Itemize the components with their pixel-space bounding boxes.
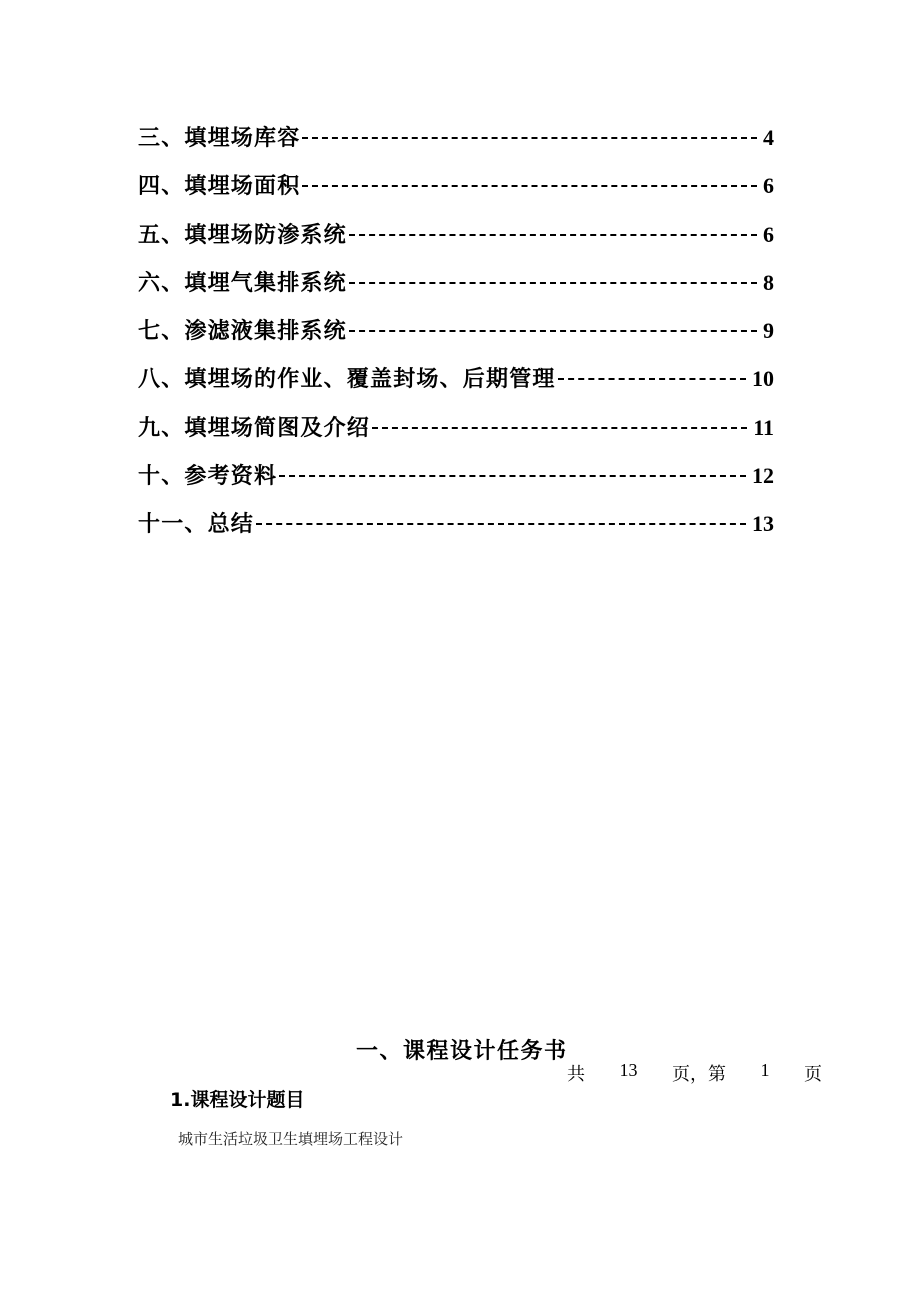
toc-entry-page: 13 — [752, 511, 774, 537]
toc-entry-page: 12 — [752, 463, 774, 489]
toc-entry[interactable] — [138, 162, 774, 210]
toc-entry[interactable] — [138, 500, 774, 548]
toc-entry-page: 6 — [763, 173, 774, 199]
toc-leader-dashes — [256, 523, 746, 525]
toc-entry-page: 10 — [752, 366, 774, 392]
toc-entry[interactable] — [138, 211, 774, 259]
toc-entry-label: 八、填埋场的作业、覆盖封场、后期管理 — [138, 367, 556, 393]
toc-entry-page: 8 — [763, 269, 774, 295]
page-count-ye-di: 页，第 — [672, 1064, 726, 1084]
toc-leader-dashes — [349, 330, 757, 332]
toc-leader-dashes — [372, 427, 747, 429]
toc-leader-dashes — [349, 234, 757, 236]
toc-leader-dashes — [349, 282, 757, 284]
toc-entry-page: 4 — [763, 125, 774, 150]
section-body-text: 城市生活垃圾卫生填埋场工程设计 — [178, 1130, 404, 1148]
toc-entry-page: 11 — [753, 414, 774, 440]
toc-entry[interactable] — [138, 114, 774, 162]
toc-leader-dashes — [279, 475, 746, 477]
toc-entry-label: 十、参考资料 — [138, 464, 278, 490]
page-count-current: 1 — [760, 1060, 770, 1080]
toc-leader-dashes — [302, 185, 757, 187]
toc-entry[interactable] — [138, 307, 774, 355]
toc-leader-dashes — [558, 378, 746, 380]
task-book-title: 一、课程设计任务书 — [356, 1039, 568, 1064]
page-count-ye: 页 — [804, 1064, 822, 1084]
toc-leader-dashes — [302, 137, 757, 139]
section-heading: 1.课程设计题目 — [170, 1089, 305, 1111]
toc-entry[interactable] — [138, 404, 774, 452]
toc-entry-label: 三、填埋场库容 — [138, 126, 301, 151]
toc-entry-label: 九、填埋场简图及介绍 — [138, 415, 371, 441]
toc-entry-label: 六、填埋气集排系统 — [138, 270, 347, 296]
toc-entry-label: 七、渗滤液集排系统 — [138, 319, 347, 345]
toc-entry-label: 十一、总结 — [138, 512, 255, 538]
toc-entry-label: 五、填埋场防渗系统 — [138, 222, 347, 248]
table-of-contents — [138, 114, 774, 549]
toc-entry[interactable] — [138, 259, 774, 307]
toc-entry-page: 6 — [763, 221, 774, 247]
page-count-total: 13 — [619, 1060, 638, 1080]
toc-entry-page: 9 — [763, 318, 774, 344]
toc-entry-label: 四、填埋场面积 — [138, 174, 301, 200]
toc-entry[interactable] — [138, 452, 774, 500]
toc-entry[interactable] — [138, 355, 774, 403]
page-count-line — [567, 1060, 822, 1086]
page-count-gong: 共 — [567, 1064, 585, 1084]
